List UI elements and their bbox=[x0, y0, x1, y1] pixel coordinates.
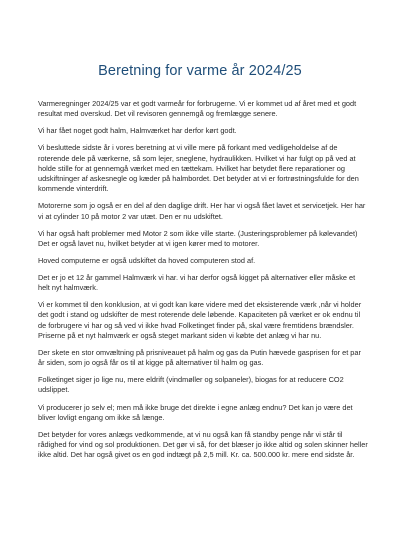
paragraph: Der skete en stor omvæltning på prisniveauet på halm og gas da Putin hævede gasprisen for et par år siden, som jo også får os til at kigge på alternativer til halm og gas. bbox=[38, 347, 361, 368]
paragraph: Vi har fået noget godt halm, Halmværket har derfor kørt godt. bbox=[38, 126, 237, 136]
paragraph: Vi er kommet til den konklusion, at vi godt kan køre videre med det eksisterende værk ,når vi holder det godt i stand og udskifter de mest roterende dele løbende. Kapaciteten på værket er ok endnu til de forbrugere vi har og så ved vi ikke hvad Folketinget finder på, skal være fremtidens brændsler. Priserne på et nyt halmværk er også steget markant siden vi købte det anlæg vi har nu. bbox=[38, 300, 362, 340]
paragraph: Hoved computerne er også udskiftet da hoved computeren stod af. bbox=[38, 255, 256, 265]
paragraph: Vi har også haft problemer med Motor 2 som ikke ville starte. (Justeringsproblemer på kølevandet) Det er også lavet nu, hvilket betyder at vi igen kører med to motorer. bbox=[38, 228, 358, 248]
paragraph: Folketinget siger jo lige nu, mere eldrift (vindmøller og solpaneler), biogas for at reducere CO2 udslippet. bbox=[38, 375, 344, 395]
paragraph: Det er jo et 12 år gammel Halmværk vi har. vi har derfor også kigget på alternativer eller måske et helt nyt halmværk. bbox=[38, 272, 356, 293]
paragraph: Varmeregninger 2024/25 var et godt varmeår for forbrugerne. Vi er kommet ud af året med et godt resultat med overskud. Det vil revisoren gennemgå og fremlægge senere. bbox=[38, 99, 357, 119]
paragraph: Motorerne som jo også er en del af den daglige drift. Her har vi også fået lavet et servicetjek. Her har vi at cylinder 10 på motor 2 var utæt. Den er nu udskiftet. bbox=[38, 201, 366, 221]
document-title: Beretning for varme år 2024/25 bbox=[98, 63, 302, 79]
paragraph: Vi producerer jo selv el; men må ikke bruge det direkte i egne anlæg endnu? Det kan jo være det bliver lovligt engang om ikke så længe. bbox=[38, 402, 353, 422]
document-body bbox=[38, 99, 368, 467]
paragraph: Vi besluttede sidste år i vores beretning at vi ville mere på forkant med vedligeholdelse af de roterende dele på værkerne, så som lejer, sneglene, hydraulikken. Hvilket vi har fulgt op på ved at holde stille for at gennemgå værket med en tættekam. Hvilket har betydet flere reparationer og udskiftninger af askesnegle og kæder på halmbordet. Det betyder at vi er fortrøstningsfulde for den kommende vinterdrift. bbox=[38, 143, 359, 194]
paragraph: Det betyder for vores anlægs vedkommende, at vi nu også kan få standby penge når vi står til rådighed for vind og sol produktionen. Det gør vi så, for det blæser jo ikke altid og solen skinner heller ikke altid. Det har også givet os en god indtægt på 2,5 mill. Kr. ca. 500.000 kr. mere end sidste år. bbox=[38, 429, 368, 460]
